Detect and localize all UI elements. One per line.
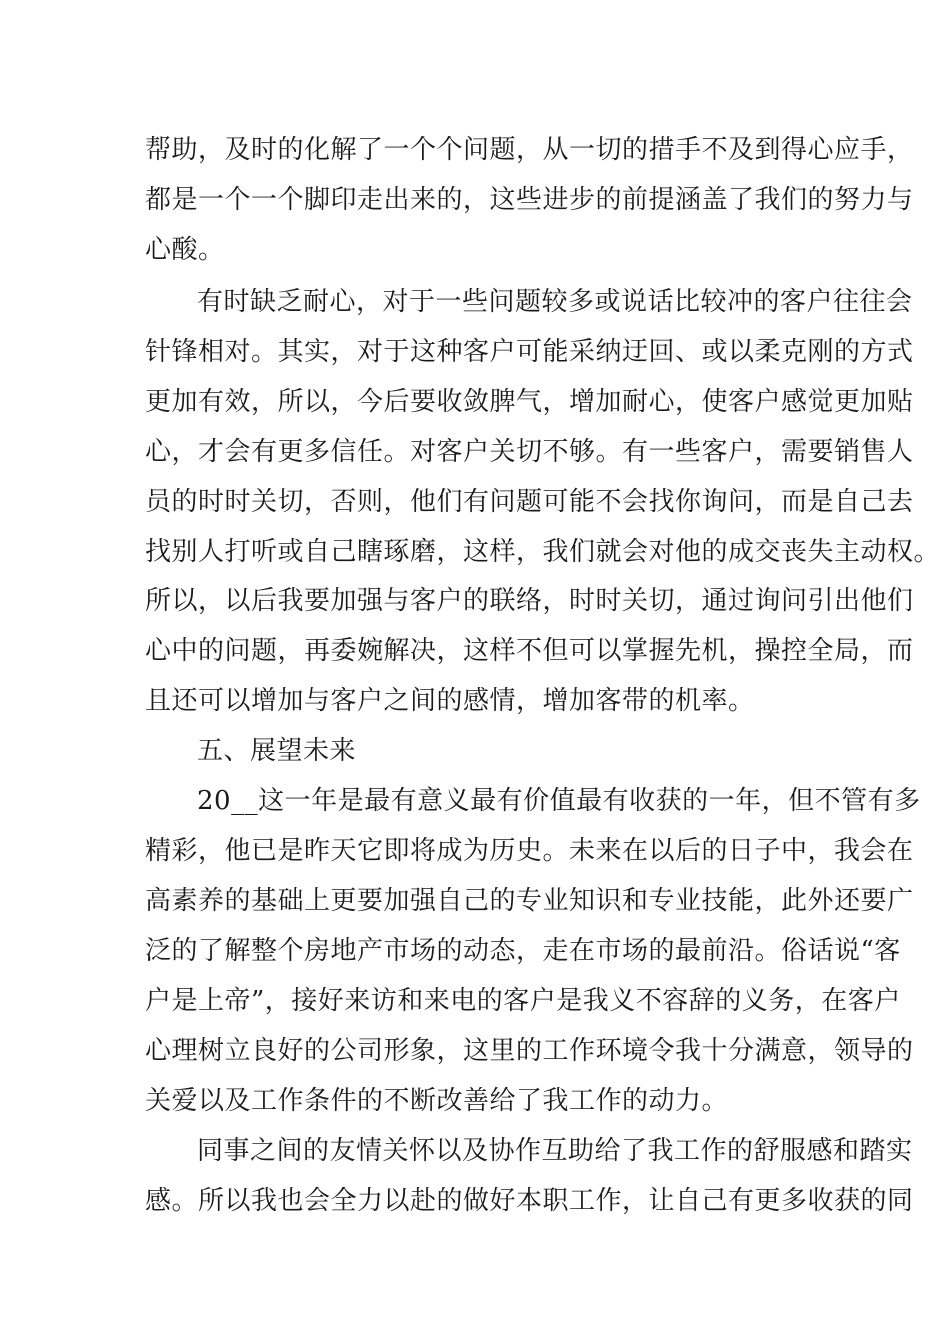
text-line: 20__这一年是最有意义最有价值最有收获的一年，但不管有多 <box>197 786 921 816</box>
text-line: 帮助，及时的化解了一个个问题，从一切的措手不及到得心应手， <box>145 135 914 165</box>
section-heading: 五、展望未来 <box>197 736 357 766</box>
text-line: 都是一个一个脚印走出来的，这些进步的前提涵盖了我们的努力与 <box>145 185 914 215</box>
text-line: 且还可以增加与客户之间的感情，增加客带的机率。 <box>145 686 755 716</box>
text-line: 感。所以我也会全力以赴的做好本职工作，让自己有更多收获的同 <box>145 1186 914 1216</box>
text-line: 高素养的基础上更要加强自己的专业知识和专业技能，此外还要广 <box>145 886 914 916</box>
text-line: 针锋相对。其实，对于这种客户可能采纳迂回、或以柔克刚的方式 <box>145 337 914 367</box>
text-line: 心理树立良好的公司形象，这里的工作环境令我十分满意，领导的 <box>145 1036 914 1066</box>
text-line: 关爱以及工作条件的不断改善给了我工作的动力。 <box>145 1086 729 1116</box>
text-line: 员的时时关切，否则，他们有问题可能不会找你询问，而是自己去 <box>145 487 914 517</box>
text-line: 找别人打听或自己瞎琢磨，这样，我们就会对他的成交丧失主动权。 <box>145 537 941 567</box>
text-line: 精彩，他已是昨天它即将成为历史。未来在以后的日子中，我会在 <box>145 836 914 866</box>
text-line: 更加有效，所以，今后要收敛脾气，增加耐心，使客户感觉更加贴 <box>145 387 914 417</box>
text-line: 心，才会有更多信任。对客户关切不够。有一些客户，需要销售人 <box>145 437 914 467</box>
text-line: 同事之间的友情关怀以及协作互助给了我工作的舒服感和踏实 <box>197 1136 913 1166</box>
text-line: 有时缺乏耐心，对于一些问题较多或说话比较冲的客户往往会 <box>197 287 913 317</box>
text-line: 户是上帝”，接好来访和来电的客户是我义不容辞的义务，在客户 <box>145 986 901 1016</box>
text-line: 所以，以后我要加强与客户的联络，时时关切，通过询问引出他们 <box>145 586 914 616</box>
text-line: 泛的了解整个房地产市场的动态，走在市场的最前沿。俗话说“客 <box>145 936 901 966</box>
text-line: 心酸。 <box>145 235 225 265</box>
text-line: 心中的问题，再委婉解决，这样不但可以掌握先机，操控全局，而 <box>145 636 914 666</box>
